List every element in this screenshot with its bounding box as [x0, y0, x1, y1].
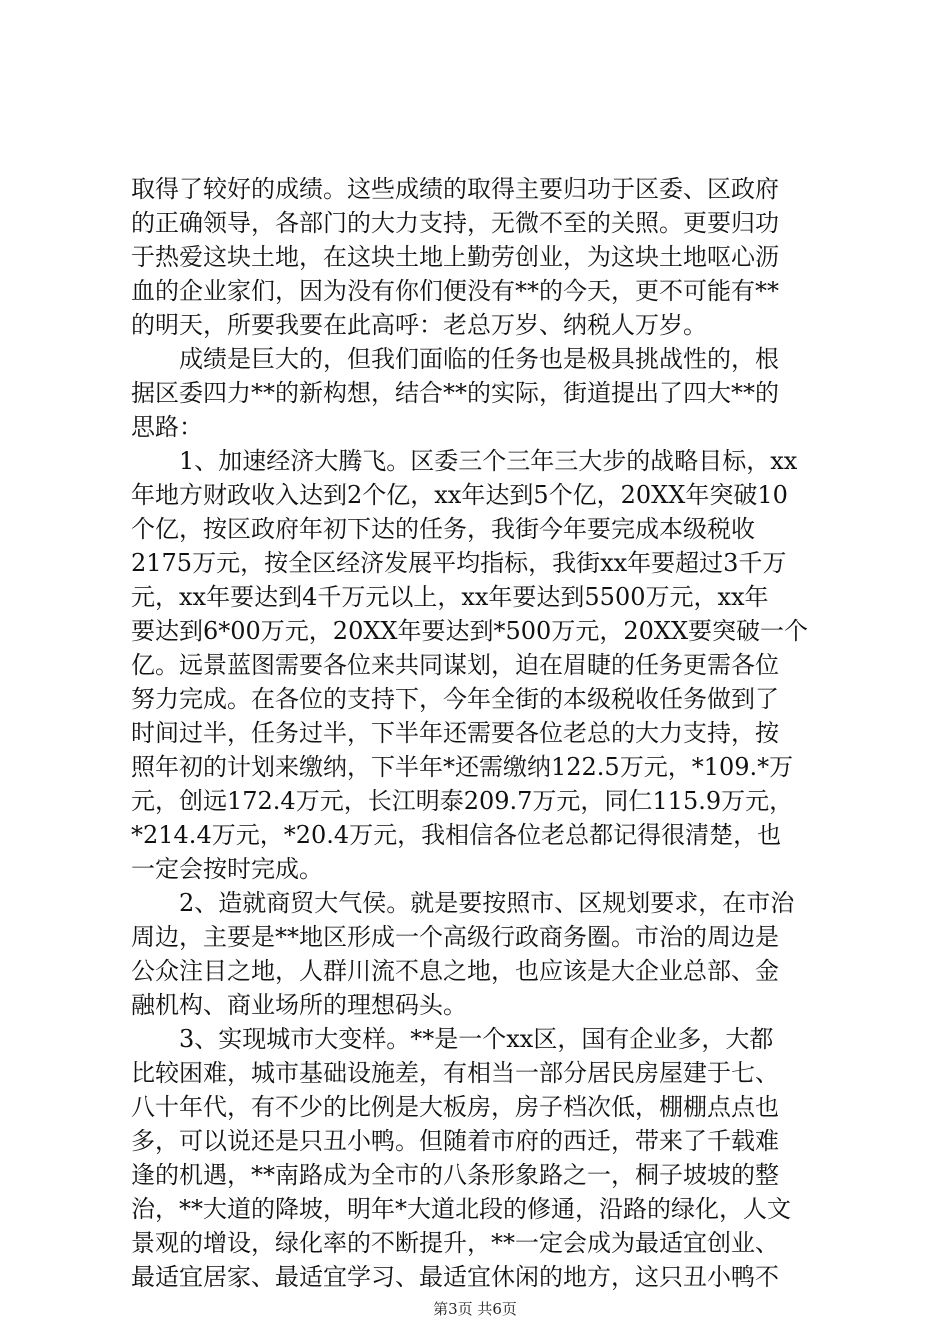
text-line: 的明天，所要我要在此高呼：老总万岁、纳税人万岁。: [131, 311, 707, 339]
text-line: 比较困难，城市基础设施差，有相当一部分居民房屋建于七、: [131, 1059, 779, 1087]
text-line: 公众注目之地，人群川流不息之地，也应该是大企业总部、金: [131, 957, 779, 985]
text-line: 最适宜居家、最适宜学习、最适宜休闲的地方，这只丑小鸭不: [131, 1263, 779, 1291]
text-line: 景观的增设，绿化率的不断提升，**一定会成为最适宜创业、: [131, 1229, 779, 1257]
text-line: 的正确领导，各部门的大力支持，无微不至的关照。更要归功: [131, 209, 779, 237]
text-line: 一定会按时完成。: [131, 855, 323, 883]
text-line: 要达到6*00万元，20XX年要达到*500万元，20XX要突破一个: [131, 617, 809, 645]
text-line: 融机构、商业场所的理想码头。: [131, 991, 467, 1019]
text-line: 元，xx年要达到4千万元以上，xx年要达到5500万元，xx年: [131, 583, 769, 611]
text-line: 努力完成。在各位的支持下，今年全街的本级税收任务做到了: [131, 685, 779, 713]
text-line: 血的企业家们，因为没有你们便没有**的今天，更不可能有**: [131, 277, 779, 305]
text-line: *214.4万元，*20.4万元，我相信各位老总都记得很清楚，也: [131, 821, 782, 849]
text-line: 2、造就商贸大气侯。就是要按照市、区规划要求，在市治: [131, 889, 795, 917]
text-line: 照年初的计划来缴纳，下半年*还需缴纳122.5万元，*109.*万: [131, 753, 794, 781]
text-line: 元，创远172.4万元，长江明泰209.7万元，同仁115.9万元，: [131, 787, 794, 815]
text-line: 八十年代，有不少的比例是大板房，房子档次低，棚棚点点也: [131, 1093, 779, 1121]
page-number: 第3页 共6页: [433, 1300, 517, 1318]
text-line: 周边，主要是**地区形成一个高级行政商务圈。市治的周边是: [131, 923, 779, 951]
text-line: 时间过半，任务过半，下半年还需要各位老总的大力支持，按: [131, 719, 779, 747]
body-text: [131, 172, 836, 1294]
text-line: 逢的机遇，**南路成为全市的八条形象路之一，桐子坡坡的整: [131, 1161, 779, 1189]
text-line: 亿。远景蓝图需要各位来共同谋划，迫在眉睫的任务更需各位: [131, 651, 779, 679]
text-line: 3、实现城市大变样。**是一个xx区，国有企业多，大都: [131, 1025, 774, 1053]
text-line: 成绩是巨大的，但我们面临的任务也是极具挑战性的，根: [131, 345, 779, 373]
text-line: 思路：: [131, 413, 203, 441]
text-line: 2175万元，按全区经济发展平均指标，我街xx年要超过3千万: [131, 549, 787, 577]
text-line: 1、加速经济大腾飞。区委三个三年三大步的战略目标，xx: [131, 447, 798, 475]
text-line: 多，可以说还是只丑小鸭。但随着市府的西迁，带来了千载难: [131, 1127, 779, 1155]
text-line: 据区委四力**的新构想，结合**的实际，街道提出了四大**的: [131, 379, 779, 407]
page-footer: [0, 1298, 950, 1319]
text-line: 取得了较好的成绩。这些成绩的取得主要归功于区委、区政府: [131, 175, 779, 203]
text-line: 于热爱这块土地，在这块土地上勤劳创业，为这块土地呕心沥: [131, 243, 779, 271]
text-line: 个亿，按区政府年初下达的任务，我街今年要完成本级税收: [131, 515, 755, 543]
text-line: 治，**大道的降坡，明年*大道北段的修通，沿路的绿化，人文: [131, 1195, 791, 1223]
text-line: 年地方财政收入达到2个亿，xx年达到5个亿，20XX年突破10: [131, 481, 788, 509]
